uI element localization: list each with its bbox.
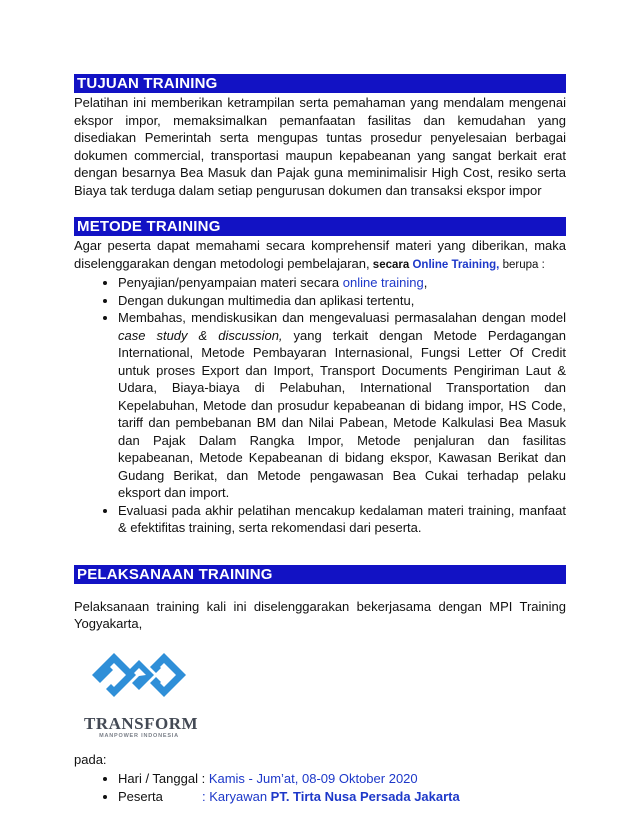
bullet1-text: Penyajian/penyampaian materi secara bbox=[118, 275, 343, 290]
section-heading-pelaksanaan: PELAKSANAAN TRAINING bbox=[74, 565, 566, 584]
metode-intro-online: Online Training, bbox=[412, 258, 500, 271]
participant-company: PT. Tirta Nusa Persada Jakarta bbox=[270, 789, 460, 804]
participant-value: Karyawan bbox=[209, 789, 271, 804]
bullet1-link: online training bbox=[342, 275, 424, 290]
list-item: • Evaluasi pada akhir pelatihan mencakup kedalaman materi training, manfaat & efektifitas training, serta rekomendasi dari peserta. bbox=[118, 502, 566, 537]
participant-colon: : bbox=[202, 789, 210, 804]
document-page bbox=[74, 74, 566, 806]
participant-label: Peserta bbox=[118, 789, 163, 804]
list-item bbox=[118, 309, 566, 502]
metode-list bbox=[74, 274, 566, 537]
pada-label: pada: bbox=[74, 751, 107, 767]
info-list bbox=[74, 770, 566, 806]
date-value: Kamis - Jum’at, 08-09 Oktober 2020 bbox=[208, 771, 418, 786]
metode-intro-secara: secara bbox=[369, 258, 413, 271]
metode-intro bbox=[74, 237, 566, 274]
bullet3-text-b: yang terkait dengan Metode Perdagangan International, Metode Pembayaran Internasional, Fungsi Letter Of Credit untuk proses Export dan Import, Transport Documents Pengiriman Laut & Udara, Biaya-biaya di Pelabuhan, International Transportation dan Kepelabuhan, Metode dan prosudur kepabeanan di bidang impor, HS Code, tariff dan pembebanan BM dan Nilai Pabean, Metode Kalkulasi Bea Masuk dan Pajak Dalam Rangka Impor, Metode penjaluran dan fasilitas kepabeanan, Metode Kepabeanan di bidang ekspor, Kawasan Berikat dan Gudang Berikat, dan Metode pengawasan Bea Cukai terhadap pelaku eksport dan import. bbox=[118, 327, 566, 500]
list-item bbox=[118, 788, 566, 806]
pelaksanaan-paragraph: Pelaksanaan training kali ini diselenggarakan bekerjasama dengan MPI Training Yogyakarta, bbox=[74, 598, 566, 631]
tujuan-paragraph: Pelatihan ini memberikan ketrampilan serta pemahaman yang mendalam mengenai ekspor impor, memaksimalkan pemanfaatan fasilitas dan kemudahan yang disediakan Pemerintah serta mengupas tuntas prosedur penyelesaian berbagai dokumen commercial, transportasi maupun kepabeanan yang sangat berkait erat dengan besarnya Bea Masuk dan Pajak guna meminimalisir High Cost, resiko serta Biaya tak terduga dalam setiap pengurusan dokumen dan transaksi ekspor impor bbox=[74, 95, 566, 198]
bullet1-end: , bbox=[423, 275, 428, 290]
transform-logo-icon bbox=[84, 639, 194, 711]
bullet3-italic: case study & discussion, bbox=[118, 327, 283, 343]
logo-name: TRANSFORM bbox=[84, 713, 199, 733]
list-item bbox=[118, 770, 566, 788]
logo-tagline: MANPOWER INDONESIA bbox=[99, 732, 179, 739]
metode-intro-berupa: berupa : bbox=[499, 258, 545, 271]
list-item: • Dengan dukungan multimedia dan aplikasi tertentu, bbox=[118, 292, 566, 310]
bullet3-text-a: Membahas, mendiskusikan dan mengevaluasi permasalahan dengan model bbox=[118, 310, 566, 325]
date-label: Hari / Tanggal : bbox=[118, 771, 209, 786]
section-heading-tujuan: TUJUAN TRAINING bbox=[74, 74, 566, 93]
metode-intro-text: Agar peserta dapat memahami secara komprehensif materi yang diberikan, maka diselenggarakan dengan metodologi pembelajaran, bbox=[74, 238, 566, 271]
list-item bbox=[118, 274, 566, 292]
transform-logo bbox=[84, 639, 199, 739]
section-heading-metode: METODE TRAINING bbox=[74, 217, 566, 236]
